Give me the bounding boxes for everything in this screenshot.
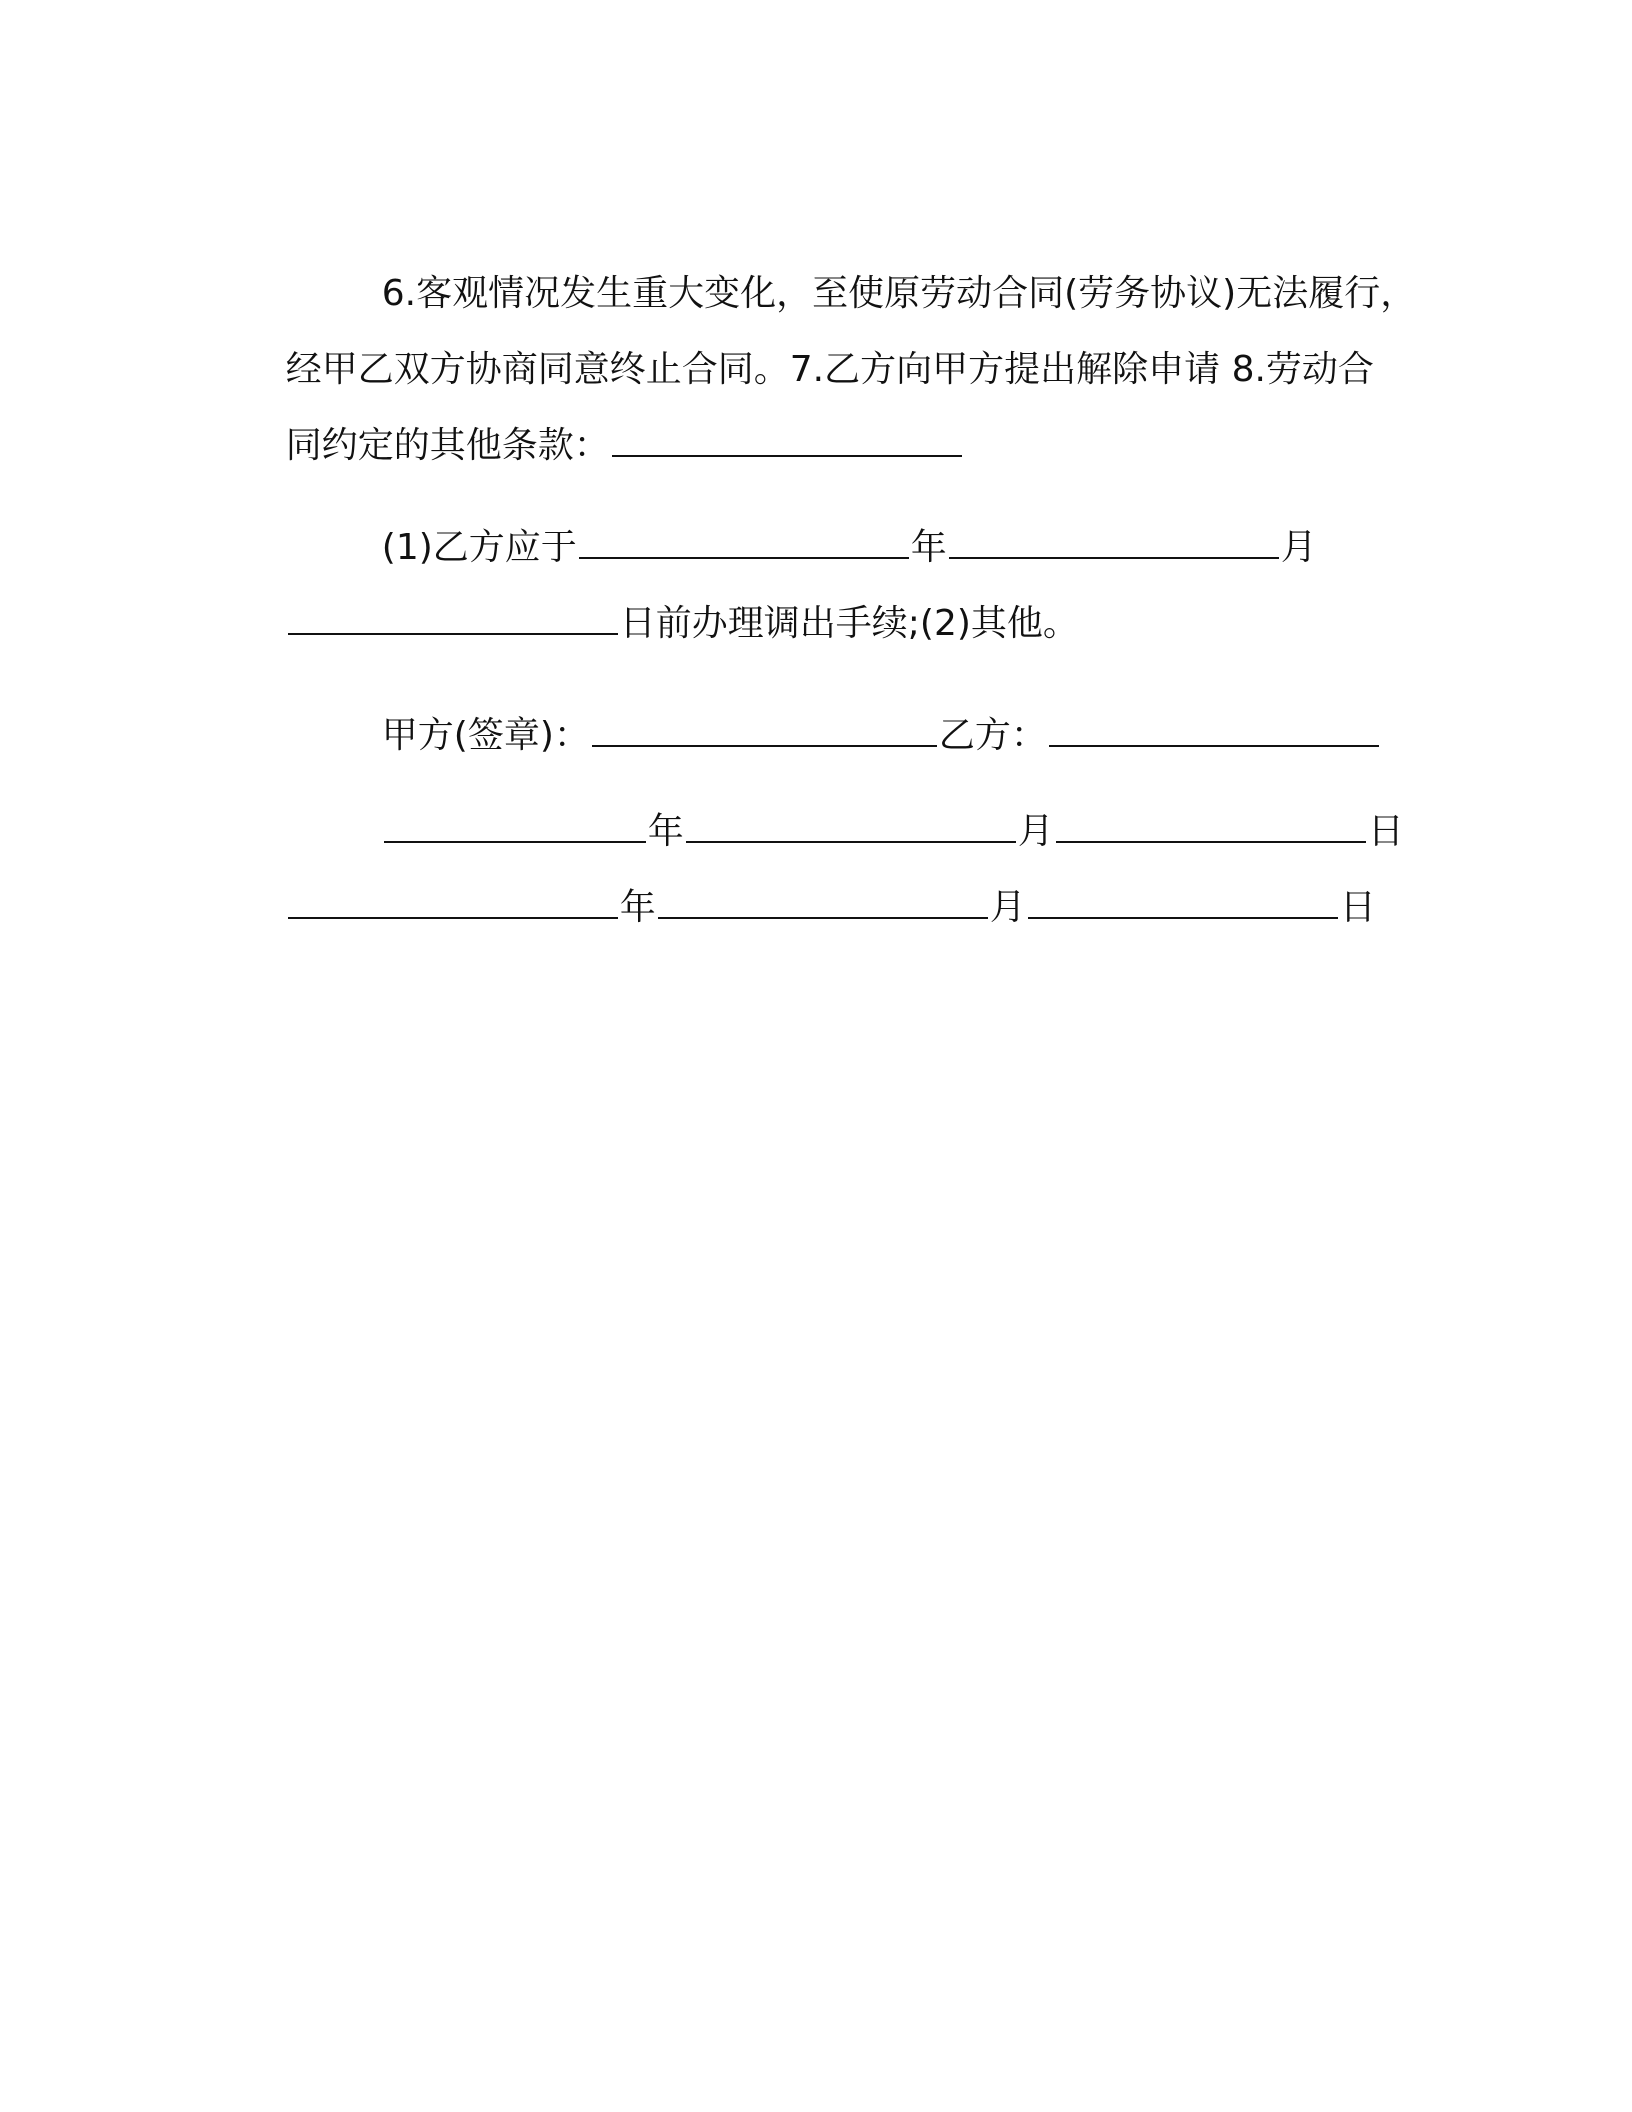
party-a-day-label: 日 bbox=[1367, 811, 1404, 852]
transfer-year-label: 年 bbox=[910, 527, 947, 568]
party-b-date-line bbox=[240, 794, 1376, 1022]
party-a-label: 甲方(签章)： bbox=[381, 715, 590, 756]
party-b-day-blank[interactable] bbox=[1028, 887, 1338, 919]
party-b-day-label: 日 bbox=[1339, 887, 1376, 928]
party-b-month-label: 月 bbox=[989, 887, 1026, 928]
transfer-month-label: 月 bbox=[1280, 527, 1317, 568]
transfer-prefix: (1)乙方应于 bbox=[381, 527, 577, 568]
clause-6-text-1: 6.客观情况发生重大变化，至使原劳动合同(劳务协议)无法履行， bbox=[381, 273, 1417, 314]
party-a-year-label: 年 bbox=[647, 811, 684, 852]
other-terms-label: 同约定的其他条款： bbox=[285, 425, 610, 466]
party-a-month-label: 月 bbox=[1017, 811, 1054, 852]
clause-6-text-2: 经甲乙双方协商同意终止合同。7.乙方向甲方提出解除申请 8.劳动合 bbox=[285, 349, 1374, 390]
party-b-year-blank[interactable] bbox=[288, 887, 618, 919]
transfer-suffix: 日前办理调出手续;(2)其他。 bbox=[619, 603, 1079, 644]
party-b-label: 乙方： bbox=[938, 715, 1047, 756]
party-b-month-blank[interactable] bbox=[658, 887, 988, 919]
party-b-year-label: 年 bbox=[619, 887, 656, 928]
